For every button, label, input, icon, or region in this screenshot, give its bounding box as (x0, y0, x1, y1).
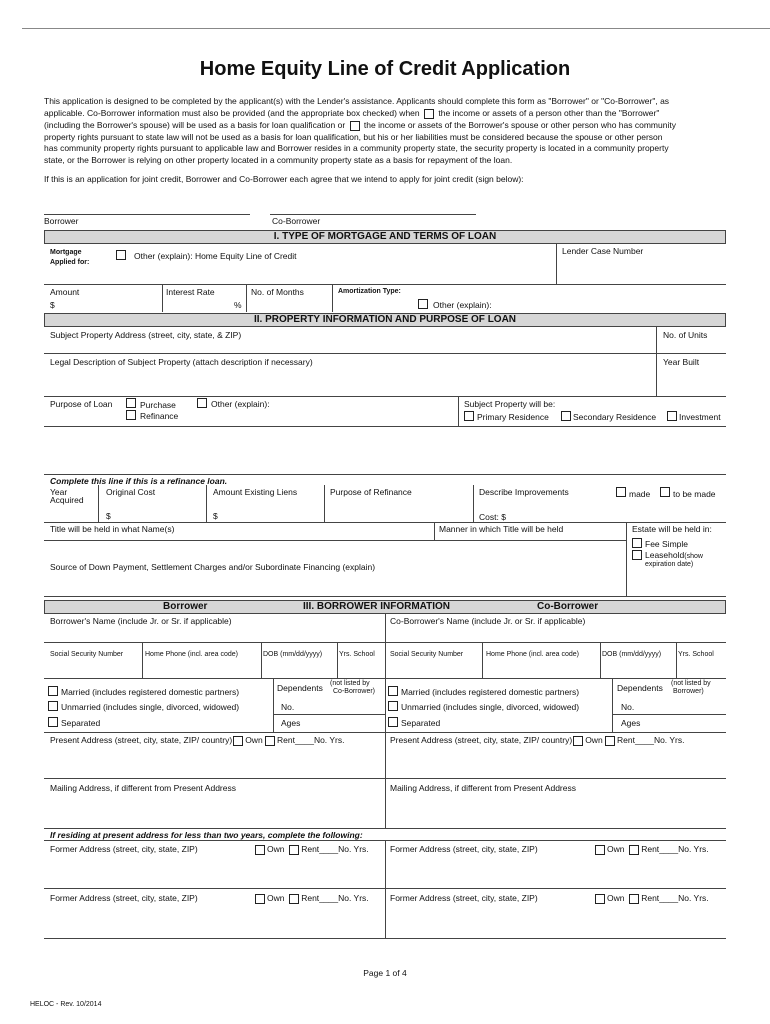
co-borrower-former-1-own-checkbox[interactable] (595, 845, 605, 855)
divider (261, 642, 262, 678)
borrower-dependents-ages: Ages (281, 718, 301, 728)
divider (44, 732, 726, 733)
divider (556, 244, 557, 284)
amortization-label: Amortization Type: (338, 288, 401, 295)
purpose-other-checkbox[interactable] (197, 398, 207, 408)
refinance-checkbox[interactable] (126, 410, 136, 420)
to-be-made-label: to be made (673, 489, 716, 499)
divider (626, 522, 627, 596)
co-borrower-yrs-school-label: Yrs. School (678, 651, 714, 658)
borrower-signature-label: Borrower (44, 216, 79, 226)
borrower-dependents-label: Dependents (277, 683, 323, 693)
section-3-title: III. BORROWER INFORMATION (303, 601, 451, 612)
primary-residence-checkbox[interactable] (464, 411, 474, 421)
secondary-residence-checkbox[interactable] (561, 411, 571, 421)
fee-simple-checkbox[interactable] (632, 538, 642, 548)
divider (473, 485, 474, 522)
co-borrower-former-1-rent-checkbox[interactable] (629, 845, 639, 855)
divider (44, 840, 726, 841)
borrower-co-borrower-divider-2 (385, 840, 386, 938)
co-borrower-signature-line[interactable] (270, 214, 476, 215)
property-will-be-label: Subject Property will be: (464, 399, 556, 409)
co-borrower-dependents-no: No. (621, 702, 635, 712)
divider (273, 714, 385, 715)
revision-label: HELOC - Rev. 10/2014 (30, 1001, 102, 1008)
refinance-label: Refinance (140, 411, 179, 421)
divider (482, 642, 483, 678)
rent-label: Rent (641, 844, 660, 854)
borrower-former-address-2-label: Former Address (street, city, state, ZIP) (50, 893, 198, 903)
yrs-blank[interactable]: ____ (659, 844, 679, 854)
borrower-no-yrs-label: No. Yrs. (313, 735, 345, 745)
divider (142, 642, 143, 678)
co-borrower-own-label: Own (585, 735, 603, 745)
divider (44, 678, 726, 679)
co-borrower-name-label: Co-Borrower's Name (include Jr. or Sr. if applicable) (390, 616, 586, 626)
borrower-present-address-label (50, 735, 344, 746)
borrower-own-checkbox[interactable] (233, 736, 243, 746)
own-label: Own (607, 844, 625, 854)
borrower-unmarried-label: Unmarried (includes single, divorced, widowed) (61, 702, 240, 712)
divider (600, 642, 601, 678)
co-borrower-former-address-2-label: Former Address (street, city, state, ZIP) (390, 893, 538, 903)
existing-liens-label: Amount Existing Liens (213, 487, 298, 497)
borrower-own-label: Own (245, 735, 263, 745)
amortization-other-checkbox[interactable] (418, 299, 428, 309)
original-cost-dollar: $ (106, 511, 111, 521)
rent-label: Rent (641, 893, 660, 903)
co-borrower-unmarried-checkbox[interactable] (388, 701, 398, 711)
improvements-made-checkbox[interactable] (616, 487, 626, 497)
borrower-mailing-label: Mailing Address, if different from Present Address (50, 783, 236, 793)
fee-simple-label: Fee Simple (645, 539, 688, 549)
co-borrower-former-2-own-rent (595, 893, 709, 904)
divider (324, 485, 325, 522)
estate-label: Estate will be held in: (632, 524, 712, 534)
amount-dollar: $ (50, 300, 55, 310)
co-borrower-separated-checkbox[interactable] (388, 717, 398, 727)
divider (44, 888, 726, 889)
year-built-label: Year Built (663, 357, 700, 367)
secondary-residence-label: Secondary Residence (573, 412, 657, 422)
section-3-header (44, 600, 726, 614)
page-title: Home Equity Line of Credit Application (199, 58, 571, 80)
refinance-line-note: Complete this line if this is a refinance loan. (50, 476, 228, 486)
co-borrower-checkbox-2[interactable] (350, 121, 360, 131)
co-borrower-signature-label: Co-Borrower (272, 216, 321, 226)
borrower-not-listed-1: (not listed by (330, 680, 370, 687)
co-borrower-phone-label: Home Phone (incl. area code) (486, 651, 579, 658)
legal-desc-label: Legal Description of Subject Property (attach description if necessary) (50, 357, 313, 367)
investment-checkbox[interactable] (667, 411, 677, 421)
mortgage-applied-label-1: Mortgage (50, 249, 82, 256)
mortgage-applied-label-2: Applied for: (50, 259, 90, 266)
co-borrower-rent-checkbox[interactable] (605, 736, 615, 746)
divider (332, 284, 333, 312)
divider (434, 522, 435, 540)
borrower-dob-label: DOB (mm/dd/yyyy) (263, 651, 323, 658)
co-borrower-married-checkbox[interactable] (388, 686, 398, 696)
borrower-present-address-text: Present Address (street, city, state, ZIP/ country) (50, 735, 233, 745)
units-label: No. of Units (663, 330, 708, 340)
leasehold-label (645, 550, 703, 561)
co-borrower-not-listed-1: (not listed by (671, 680, 711, 687)
borrower-unmarried-checkbox[interactable] (48, 701, 58, 711)
intro-line-4: property rights pursuant to state law will not be used as a basis for loan qualification, but his or her liabilities must be considered because the spouse or other person (44, 132, 663, 142)
co-borrower-married-label: Married (includes registered domestic partners) (401, 687, 580, 697)
divider (98, 485, 99, 522)
purchase-checkbox[interactable] (126, 398, 136, 408)
investment-label: Investment (679, 412, 721, 422)
co-borrower-own-checkbox[interactable] (573, 736, 583, 746)
borrower-rent-label: Rent (277, 735, 296, 745)
divider (656, 327, 657, 397)
cost-label: Cost: $ (479, 512, 506, 522)
intro-line-2b: the income or assets of a person other than the "Borrower" (438, 108, 660, 118)
intro-line-1: This application is designed to be completed by the applicant(s) with the Lender's assistance. Applicants should complete this form as "Borrower" or "Co-Borrower", as (44, 96, 670, 106)
existing-liens-dollar: $ (213, 511, 218, 521)
co-borrower-present-address-text: Present Address (street, city, state, ZIP/ country) (390, 735, 573, 745)
borrower-signature-line[interactable] (44, 214, 250, 215)
borrower-former-2-own-rent (255, 893, 369, 904)
borrower-married-checkbox[interactable] (48, 686, 58, 696)
amortization-other-label: Other (explain): (433, 300, 492, 310)
divider (44, 353, 726, 354)
source-down-payment-label: Source of Down Payment, Settlement Charges and/or Subordinate Financing (explain) (50, 562, 376, 572)
original-cost-label: Original Cost (106, 487, 156, 497)
divider (44, 284, 726, 285)
year-acquired-label-1: Year (50, 487, 68, 497)
divider (612, 714, 726, 715)
purpose-label: Purpose of Loan (50, 399, 113, 409)
no-yrs-label: No. Yrs. (678, 844, 709, 854)
no-yrs-label: No. Yrs. (678, 893, 709, 903)
co-borrower-ssn-label: Social Security Number (390, 651, 464, 658)
borrower-yrs-school-label: Yrs. School (339, 651, 375, 658)
improvements-to-be-made-checkbox[interactable] (660, 487, 670, 497)
divider (206, 485, 207, 522)
rent-label: Rent (301, 893, 320, 903)
borrower-former-1-rent-checkbox[interactable] (289, 845, 299, 855)
year-acquired-label-2: Acquired (50, 495, 84, 505)
co-borrower-former-1-own-rent (595, 844, 709, 855)
page-number: Page 1 of 4 (363, 968, 407, 978)
divider (273, 678, 274, 732)
divider (44, 828, 726, 829)
borrower-married-label: Married (includes registered domestic partners) (61, 687, 240, 697)
intro-line-3a: (including the Borrower's spouse) will be used as a basis for loan qualification or (44, 120, 346, 130)
co-borrower-not-listed-2: Borrower) (673, 688, 704, 695)
amount-label: Amount (50, 287, 80, 297)
co-borrower-separated-label: Separated (401, 718, 441, 728)
borrower-co-borrower-divider (385, 614, 386, 828)
co-borrower-dob-label: DOB (mm/dd/yyyy) (602, 651, 662, 658)
co-borrower-dependents-ages: Ages (621, 718, 641, 728)
other-mortgage-text: Other (explain): Home Equity Line of Credit (134, 251, 297, 261)
borrower-not-listed-2: Co-Borrower) (333, 688, 376, 695)
purpose-refi-label: Purpose of Refinance (330, 487, 412, 497)
top-rule (22, 28, 770, 29)
borrower-former-1-own-checkbox[interactable] (255, 845, 265, 855)
title-names-label: Title will be held in what Name(s) (50, 524, 175, 534)
co-borrower-no-yrs-label: No. Yrs. (653, 735, 685, 745)
divider (458, 396, 459, 426)
purpose-other-label: Other (explain): (211, 399, 270, 409)
interest-percent: % (234, 300, 242, 310)
co-borrower-present-address-label (390, 735, 684, 746)
divider (612, 678, 613, 732)
subject-address-label: Subject Property Address (street, city, state, & ZIP) (50, 330, 242, 340)
intro-line-2a: applicable. Co-Borrower information must also be provided (and the appropriate box checked) when (44, 108, 420, 118)
joint-credit-text: If this is an application for joint credit, Borrower and Co-Borrower each agree that we intend to apply for joint credit (sign below): (44, 174, 524, 184)
leasehold-show: (show (684, 553, 703, 560)
borrower-phone-label: Home Phone (incl. area code) (145, 651, 238, 658)
yrs-blank[interactable]: ____ (319, 893, 339, 903)
divider (44, 642, 726, 643)
borrower-ssn-label: Social Security Number (50, 651, 124, 658)
section-1-header: I. TYPE OF MORTGAGE AND TERMS OF LOAN (44, 230, 726, 244)
primary-residence-label: Primary Residence (477, 412, 549, 422)
section-2-header: II. PROPERTY INFORMATION AND PURPOSE OF LOAN (44, 313, 726, 327)
other-mortgage-checkbox[interactable] (116, 250, 126, 260)
no-yrs-label: No. Yrs. (338, 844, 369, 854)
divider (44, 596, 726, 597)
yrs-blank[interactable]: ____ (659, 893, 679, 903)
co-borrower-yrs-blank[interactable]: ____ (635, 735, 654, 745)
borrower-former-2-rent-checkbox[interactable] (289, 894, 299, 904)
divider (44, 540, 626, 541)
own-label: Own (607, 893, 625, 903)
co-borrower-former-2-rent-checkbox[interactable] (629, 894, 639, 904)
divider (44, 426, 726, 427)
intro-line-3b: the income or assets of the Borrower's spouse or other person who has community (363, 120, 676, 130)
divider (44, 938, 726, 939)
co-borrower-former-address-1-label: Former Address (street, city, state, ZIP) (390, 844, 538, 854)
own-label: Own (267, 844, 285, 854)
lender-case-label: Lender Case Number (562, 246, 644, 256)
borrower-name-label: Borrower's Name (include Jr. or Sr. if applicable) (50, 616, 232, 626)
section-3-co-borrower-label: Co-Borrower (537, 601, 599, 612)
intro-line-6: state, or the Borrower is relying on other property located in a community property state as a basis for repayment of the loan. (44, 155, 513, 165)
yrs-blank[interactable]: ____ (319, 844, 339, 854)
divider (246, 284, 247, 312)
borrower-yrs-blank[interactable]: ____ (295, 735, 314, 745)
intro-line-2 (44, 108, 659, 119)
co-borrower-former-2-own-checkbox[interactable] (595, 894, 605, 904)
borrower-separated-label: Separated (61, 718, 101, 728)
co-borrower-rent-label: Rent (617, 735, 636, 745)
interest-rate-label: Interest Rate (166, 287, 215, 297)
co-borrower-mailing-label: Mailing Address, if different from Present Address (390, 783, 576, 793)
co-borrower-checkbox-1[interactable] (424, 109, 434, 119)
divider (676, 642, 677, 678)
two-years-note: If residing at present address for less than two years, complete the following: (50, 830, 363, 840)
divider (162, 284, 163, 312)
leasehold-checkbox[interactable] (632, 550, 642, 560)
intro-line-3 (44, 120, 676, 131)
made-label: made (629, 489, 651, 499)
divider (44, 474, 726, 475)
own-label: Own (267, 893, 285, 903)
divider (44, 522, 726, 523)
divider (337, 642, 338, 678)
borrower-rent-checkbox[interactable] (265, 736, 275, 746)
manner-label: Manner in which Title will be held (439, 524, 564, 534)
intro-line-5: has community property rights pursuant to applicable law and Borrower resides in a community property state, the security property is located in a community property (44, 143, 669, 153)
borrower-dependents-no: No. (281, 702, 295, 712)
section-3-borrower-label: Borrower (163, 601, 208, 612)
borrower-former-address-1-label: Former Address (street, city, state, ZIP) (50, 844, 198, 854)
divider (44, 396, 726, 397)
divider (44, 778, 726, 779)
months-label: No. of Months (251, 287, 304, 297)
leasehold-text: Leasehold (645, 550, 685, 560)
co-borrower-unmarried-label: Unmarried (includes single, divorced, widowed) (401, 702, 580, 712)
describe-improvements-label: Describe Improvements (479, 487, 569, 497)
rent-label: Rent (301, 844, 320, 854)
borrower-former-2-own-checkbox[interactable] (255, 894, 265, 904)
purchase-label: Purchase (140, 400, 176, 410)
borrower-separated-checkbox[interactable] (48, 717, 58, 727)
co-borrower-dependents-label: Dependents (617, 683, 663, 693)
expiration-label: expiration date) (645, 561, 694, 568)
borrower-former-1-own-rent (255, 844, 369, 855)
no-yrs-label: No. Yrs. (338, 893, 369, 903)
